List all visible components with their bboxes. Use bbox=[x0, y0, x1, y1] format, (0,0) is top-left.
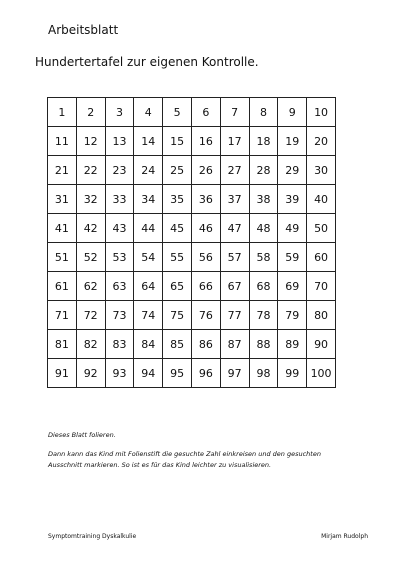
table-row bbox=[48, 272, 336, 301]
table-cell: 49 bbox=[278, 214, 307, 243]
table-cell: 77 bbox=[220, 301, 249, 330]
table-cell: 39 bbox=[278, 185, 307, 214]
table-cell: 41 bbox=[48, 214, 77, 243]
table-row bbox=[48, 98, 336, 127]
table-cell: 60 bbox=[307, 243, 336, 272]
table-cell: 26 bbox=[191, 156, 220, 185]
table-cell: 64 bbox=[134, 272, 163, 301]
table-cell: 3 bbox=[105, 98, 134, 127]
table-row bbox=[48, 359, 336, 388]
table-cell: 59 bbox=[278, 243, 307, 272]
table-row bbox=[48, 127, 336, 156]
table-row bbox=[48, 214, 336, 243]
table-cell: 5 bbox=[163, 98, 192, 127]
worksheet-title: Hundertertafel zur eigenen Kontrolle. bbox=[35, 55, 259, 69]
table-cell: 55 bbox=[163, 243, 192, 272]
table-cell: 81 bbox=[48, 330, 77, 359]
instruction-note-2: Dann kann das Kind mit Folienstift die gesuchte Zahl einkreisen und den gesuchten Ausschnitt markieren. So ist es für das Kind leichter zu visualisieren. bbox=[48, 450, 321, 469]
table-cell: 86 bbox=[191, 330, 220, 359]
footer-right-text: Mirjam Rudolph bbox=[321, 533, 368, 540]
table-cell: 19 bbox=[278, 127, 307, 156]
table-cell: 57 bbox=[220, 243, 249, 272]
table-cell: 85 bbox=[163, 330, 192, 359]
worksheet-label: Arbeitsblatt bbox=[48, 23, 119, 37]
table-cell: 70 bbox=[307, 272, 336, 301]
table-cell: 1 bbox=[48, 98, 77, 127]
table-cell: 90 bbox=[307, 330, 336, 359]
table-cell: 92 bbox=[76, 359, 105, 388]
table-cell: 31 bbox=[48, 185, 77, 214]
table-cell: 63 bbox=[105, 272, 134, 301]
table-cell: 51 bbox=[48, 243, 77, 272]
table-cell: 56 bbox=[191, 243, 220, 272]
table-cell: 36 bbox=[191, 185, 220, 214]
instruction-note-1: Dieses Blatt folieren. bbox=[48, 431, 116, 439]
table-cell: 38 bbox=[249, 185, 278, 214]
table-cell: 71 bbox=[48, 301, 77, 330]
table-cell: 29 bbox=[278, 156, 307, 185]
table-cell: 10 bbox=[307, 98, 336, 127]
table-cell: 42 bbox=[76, 214, 105, 243]
table-row bbox=[48, 243, 336, 272]
table-cell: 76 bbox=[191, 301, 220, 330]
footer-left-text: Symptomtraining Dyskalkulie bbox=[48, 533, 137, 540]
table-cell: 62 bbox=[76, 272, 105, 301]
table-cell: 7 bbox=[220, 98, 249, 127]
table-cell: 97 bbox=[220, 359, 249, 388]
table-cell: 74 bbox=[134, 301, 163, 330]
table-cell: 20 bbox=[307, 127, 336, 156]
table-cell: 34 bbox=[134, 185, 163, 214]
table-cell: 79 bbox=[278, 301, 307, 330]
table-cell: 80 bbox=[307, 301, 336, 330]
table-cell: 53 bbox=[105, 243, 134, 272]
table-cell: 68 bbox=[249, 272, 278, 301]
table-cell: 8 bbox=[249, 98, 278, 127]
table-cell: 73 bbox=[105, 301, 134, 330]
table-cell: 16 bbox=[191, 127, 220, 156]
table-cell: 75 bbox=[163, 301, 192, 330]
table-cell: 17 bbox=[220, 127, 249, 156]
table-cell: 4 bbox=[134, 98, 163, 127]
table-cell: 95 bbox=[163, 359, 192, 388]
table-cell: 46 bbox=[191, 214, 220, 243]
table-cell: 45 bbox=[163, 214, 192, 243]
table-cell: 72 bbox=[76, 301, 105, 330]
table-cell: 66 bbox=[191, 272, 220, 301]
table-cell: 24 bbox=[134, 156, 163, 185]
table-cell: 54 bbox=[134, 243, 163, 272]
table-cell: 25 bbox=[163, 156, 192, 185]
table-row bbox=[48, 185, 336, 214]
hundred-chart-body bbox=[48, 98, 336, 388]
table-cell: 65 bbox=[163, 272, 192, 301]
table-cell: 52 bbox=[76, 243, 105, 272]
table-cell: 30 bbox=[307, 156, 336, 185]
table-cell: 69 bbox=[278, 272, 307, 301]
table-cell: 88 bbox=[249, 330, 278, 359]
table-cell: 28 bbox=[249, 156, 278, 185]
table-cell: 12 bbox=[76, 127, 105, 156]
table-cell: 15 bbox=[163, 127, 192, 156]
table-cell: 32 bbox=[76, 185, 105, 214]
table-cell: 96 bbox=[191, 359, 220, 388]
table-cell: 33 bbox=[105, 185, 134, 214]
table-cell: 78 bbox=[249, 301, 278, 330]
table-cell: 2 bbox=[76, 98, 105, 127]
table-cell: 35 bbox=[163, 185, 192, 214]
table-cell: 93 bbox=[105, 359, 134, 388]
table-cell: 11 bbox=[48, 127, 77, 156]
table-cell: 83 bbox=[105, 330, 134, 359]
table-row bbox=[48, 330, 336, 359]
table-cell: 99 bbox=[278, 359, 307, 388]
table-cell: 47 bbox=[220, 214, 249, 243]
table-cell: 58 bbox=[249, 243, 278, 272]
table-cell: 13 bbox=[105, 127, 134, 156]
table-cell: 94 bbox=[134, 359, 163, 388]
table-cell: 100 bbox=[307, 359, 336, 388]
table-row bbox=[48, 156, 336, 185]
table-cell: 89 bbox=[278, 330, 307, 359]
table-cell: 84 bbox=[134, 330, 163, 359]
table-cell: 18 bbox=[249, 127, 278, 156]
table-cell: 22 bbox=[76, 156, 105, 185]
table-cell: 82 bbox=[76, 330, 105, 359]
table-cell: 21 bbox=[48, 156, 77, 185]
table-cell: 50 bbox=[307, 214, 336, 243]
hundred-chart-table bbox=[47, 97, 336, 388]
table-cell: 98 bbox=[249, 359, 278, 388]
table-cell: 40 bbox=[307, 185, 336, 214]
table-cell: 67 bbox=[220, 272, 249, 301]
table-row bbox=[48, 301, 336, 330]
table-cell: 6 bbox=[191, 98, 220, 127]
table-cell: 43 bbox=[105, 214, 134, 243]
table-cell: 14 bbox=[134, 127, 163, 156]
table-cell: 91 bbox=[48, 359, 77, 388]
table-cell: 9 bbox=[278, 98, 307, 127]
table-cell: 87 bbox=[220, 330, 249, 359]
table-cell: 44 bbox=[134, 214, 163, 243]
table-cell: 48 bbox=[249, 214, 278, 243]
table-cell: 27 bbox=[220, 156, 249, 185]
table-cell: 23 bbox=[105, 156, 134, 185]
table-cell: 37 bbox=[220, 185, 249, 214]
table-cell: 61 bbox=[48, 272, 77, 301]
